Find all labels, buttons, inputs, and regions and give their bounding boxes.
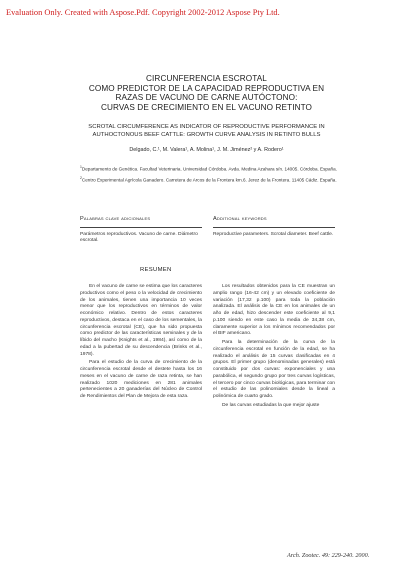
paragraph: De las curvas estudiadas la que mejor ajuste [222,402,320,408]
paragraph: En el vacuno de carne se estima que los caracteres productivos como el peso o la velocidad de crecimiento de los animales, tienen una importancia 10 veces menor que los reproductivos en términos de valor económico relativo. Dentro de estos caracteres reproductivos, destaca en el caso de los sementales, la circunferencia escrotal (CE), que ha sido propuesta como predictor de las características seminales y de la líbido del macho (Knights et al., 1984), así como de la edad a la pubertad de su descendencia (Brinks et al., 1978). [80,284,202,357]
left-column [80,284,202,403]
affiliation-mark: 1 [80,165,82,169]
evaluation-watermark: Evaluation Only. Created with Aspose.Pdf. Copyright 2002-2012 Aspose Pty Ltd. [6,8,280,17]
affiliation-1 [80,164,350,173]
title-line: CIRCUNFERENCIA ESCROTAL [146,74,267,83]
keywords-es-heading: Palabras clave adicionales [80,216,151,222]
affiliations [80,164,350,186]
keywords-es-text: Parámetros reproductivos. Vacuno de carne. Diámetro escrotal. [80,232,198,244]
affiliation-mark: 2 [80,175,82,180]
keywords-en-text: Reproductive parameters. Scrotal diameter. Beef cattle. [213,232,334,237]
keywords-en-rule [213,227,335,228]
paragraph: Para el estudio de la curva de crecimiento de la circunferencia escrotal desde el destete hasta los 16 meses en el vacuno de carne de raza retinta, se han realizado 1020 mediciones en 281 animales pertenecientes a 20 ganaderías del Núcleo de Control de Rendimientos del Plan de Mejora de esta raza. [80,360,202,399]
keywords-en-heading: Additional keywords [213,216,267,222]
english-title [55,124,358,139]
title-line: RAZAS DE VACUNO DE CARNE AUTÓCTONO: [115,93,298,103]
paragraph: Los resultados obtenidos para la CE muestran un amplio rango (16-42 cm) y un elevado coeficiente de variación (17,32 p.100) para toda la población analizada. El análisis de la CE en los animales de un año de edad, hizo descender este coeficiente al 9,1 p.100 siendo en este caso la media de 34,38 cm, claramente superior a los mínimos recomendados por el BIF americano. [213,284,335,337]
resumen-heading: RESUMEN [140,267,172,273]
author-list: Delgado, C.¹, M. Valera¹, A. Molina¹, J. M. Jiménez² y A. Rodero¹ [129,147,284,153]
english-title-line: SCROTAL CIRCUMFERENCE AS INDICATOR OF REPRODUCTIVE PERFORMANCE IN [88,124,325,130]
right-column [213,284,335,412]
article-title [40,74,373,112]
title-line: CURVAS DE CRECIMIENTO EN EL VACUNO RETINTO [100,102,313,112]
affiliation-2 [80,175,350,184]
paragraph: Para la determinación de la curva de la circunferencia escrotal en función de la edad, se ha realizado el análisis de 15 curvas clasificadas en 4 grupos. El primer grupo (denominadas generales) está constituido por dos curvas: exponenciales y una parabólica, el segundo grupo por tres curvas logísticas, el tercero por cinco curvas biológicas, para terminar con el estudio de las polinomiales desde la lineal a polinómica de cuarto grado. [213,340,335,399]
affiliation-text: Centro Experimental Agrícola Ganadero. Carretera de Arcos de la Frontera km.6. Jerez de la Frontera. 11405 Cádiz. España. [81,177,337,183]
keywords-es-rule [80,227,202,228]
affiliation-text: Departamento de Genética. Facultad Veterinaria. Universidad Córdoba. Avda. Medina Azahara s/n. 14005. Córdoba. España. [81,166,337,172]
english-title-line: AUTHOCTONOUS BEEF CATTLE: GROWTH CURVE ANALYSIS IN RETINTO BULLS [92,131,321,138]
title-line: COMO PREDICTOR DE LA CAPACIDAD REPRODUCTIVA EN [88,83,325,93]
journal-citation: Arch. Zootec. 49: 229-240. 2000. [287,552,370,559]
